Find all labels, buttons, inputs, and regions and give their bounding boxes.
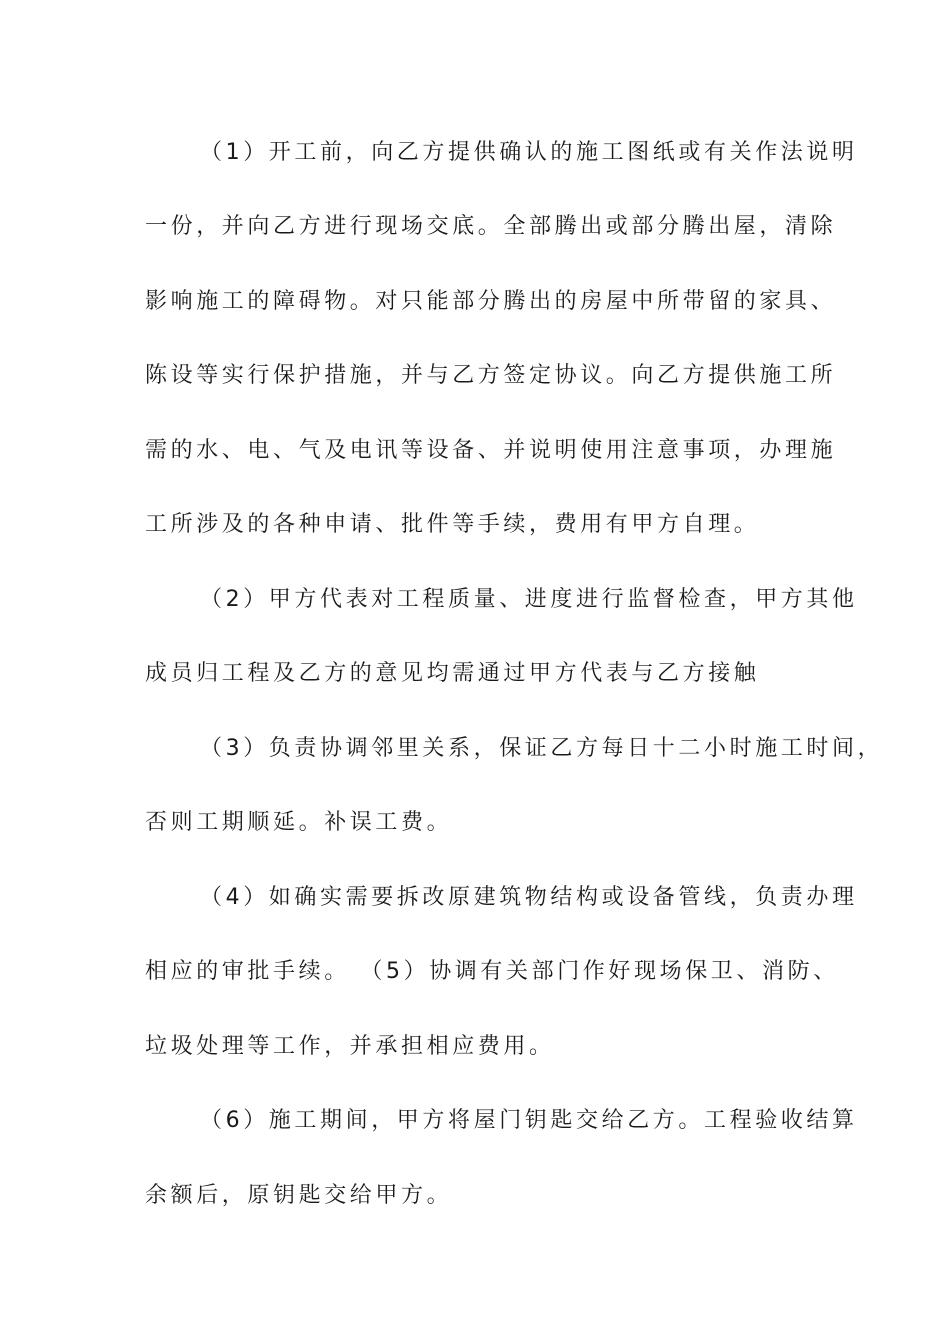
text-line: 工所涉及的各种申请、批件等手续，费用有甲方自理。: [145, 512, 760, 537]
text-line: （4）如确实需要拆改原建筑物结构或设备管线，负责办理: [200, 885, 858, 910]
text-line: （6）施工期间，甲方将屋门钥匙交给乙方。工程验收结算: [200, 1108, 858, 1133]
text-line: 一份，并向乙方进行现场交底。全部腾出或部分腾出屋，清除: [145, 214, 837, 239]
text-line: 否则工期顺延。补误工费。: [145, 810, 453, 835]
text-line: （1）开工前，向乙方提供确认的施工图纸或有关作法说明: [200, 140, 858, 165]
text-line: 陈设等实行保护措施，并与乙方签定协议。向乙方提供施工所: [145, 363, 837, 388]
text-line: 余额后，原钥匙交给甲方。: [145, 1183, 453, 1208]
text-line: 需的水、电、气及电讯等设备、并说明使用注意事项，办理施: [145, 438, 837, 463]
text-line: 影响施工的障碍物。对只能部分腾出的房屋中所带留的家具、: [145, 289, 837, 314]
text-line: （2）甲方代表对工程质量、进度进行监督检查，甲方其他: [200, 587, 858, 612]
text-line: 成员归工程及乙方的意见均需通过甲方代表与乙方接触: [145, 661, 760, 686]
text-line: （3）负责协调邻里关系，保证乙方每日十二小时施工时间，: [200, 736, 884, 761]
text-line: 相应的审批手续。 （5）协调有关部门作好现场保卫、消防、: [145, 959, 839, 984]
text-line: 垃圾处理等工作，并承担相应费用。: [145, 1034, 555, 1059]
